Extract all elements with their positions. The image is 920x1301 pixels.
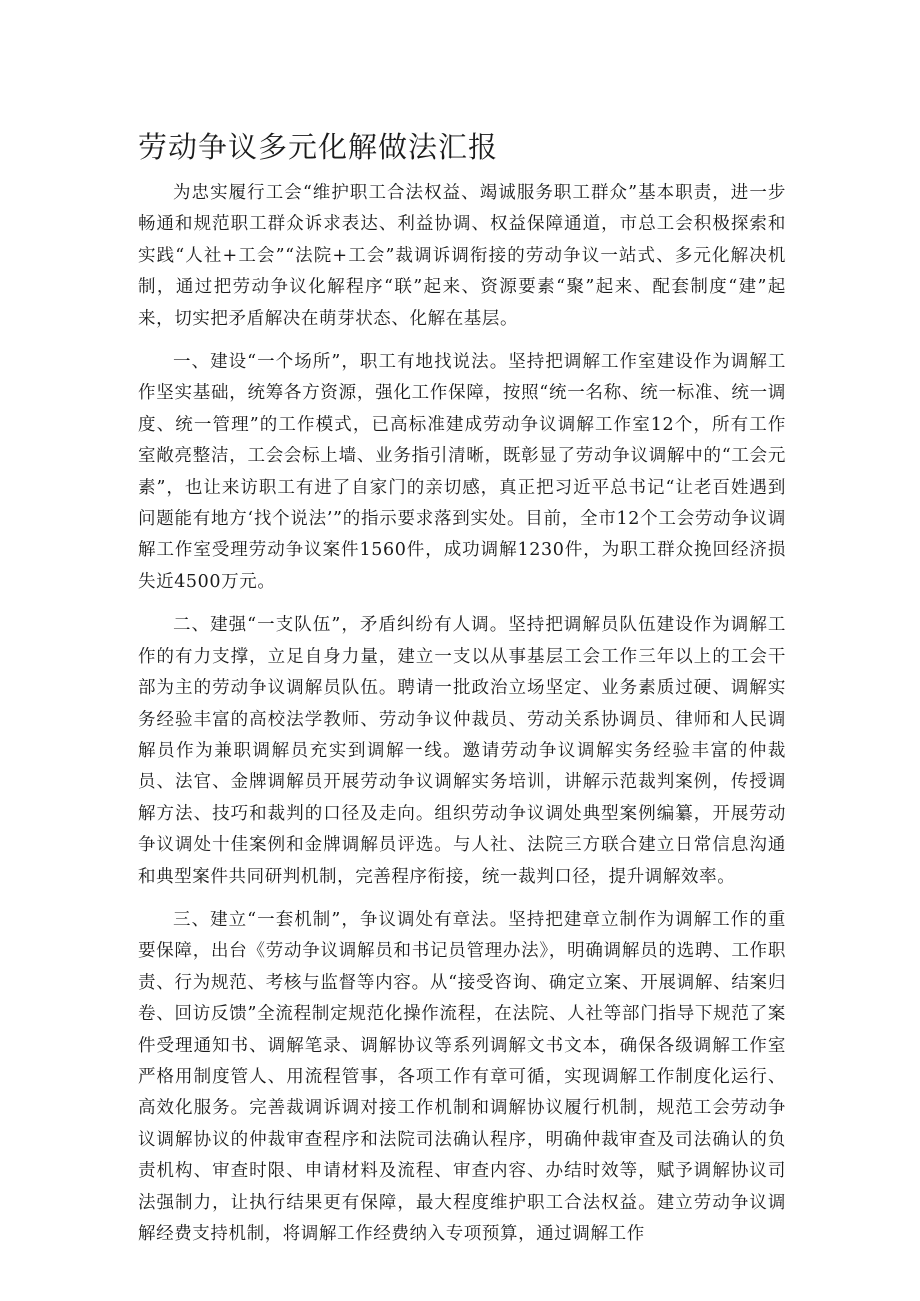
section-one-paragraph: 一、建设“一个场所”，职工有地找说法。坚持把调解工作室建设作为调解工作坚实基础，统筹各方资源，强化工作保障，按照“统一名称、统一标准、统一调度、统一管理”的工作模式，已高标准建成劳动争议调解工作室12个，所有工作室敞亮整洁，工会会标上墙、业务指引清晰，既彰显了劳动争议调解中的“工会元素”，也让来访职工有进了自家门的亲切感，真正把习近平总书记“让老百姓遇到问题能有地方‘找个说法’”的指示要求落到实处。目前，全市12个工会劳动争议调解工作室受理劳动争议案件1560件，成功调解1230件，为职工群众挽回经济损失近4500万元。 [138,352,786,592]
section-three-paragraph: 三、建立“一套机制”，争议调处有章法。坚持把建章立制作为调解工作的重要保障，出台《劳动争议调解员和书记员管理办法》，明确调解员的选聘、工作职责、行为规范、考核与监督等内容。从“接受咨询、确定立案、开展调解、结案归卷、回访反馈”全流程制定规范化操作流程，在法院、人社等部门指导下规范了案件受理通知书、调解笔录、调解协议等系列调解文书文本，确保各级调解工作室严格用制度管人、用流程管事，各项工作有章可循，实现调解工作制度化运行、高效化服务。完善裁调诉调对接工作机制和调解协议履行机制，规范工会劳动争议调解协议的仲裁审查程序和法院司法确认程序，明确仲裁审查及司法确认的负责机构、审查时限、申请材料及流程、审查内容、办结时效等，赋予调解协议司法强制力，让执行结果更有保障，最大程度维护职工合法权益。建立劳动争议调解经费支持机制，将调解工作经费纳入专项预算，通过调解工作 [138,909,786,1244]
section-two-paragraph: 二、建强“一支队伍”，矛盾纠纷有人调。坚持把调解员队伍建设作为调解工作的有力支撑，立足自身力量，建立一支以从事基层工会工作三年以上的工会干部为主的劳动争议调解员队伍。聘请一批政治立场坚定、业务素质过硬、调解实务经验丰富的高校法学教师、劳动争议仲裁员、劳动关系协调员、律师和人民调解员作为兼职调解员充实到调解一线。邀请劳动争议调解实务经验丰富的仲裁员、法官、金牌调解员开展劳动争议调解实务培训，讲解示范裁判案例，传授调解方法、技巧和裁判的口径及走向。组织劳动争议调处典型案例编纂，开展劳动争议调处十佳案例和金牌调解员评选。与人社、法院三方联合建立日常信息沟通和典型案件共同研判机制，完善程序衔接，统一裁判口径，提升调解效率。 [138,615,786,887]
document-title: 劳动争议多元化解做法汇报 [138,130,499,164]
document-body [138,178,786,1262]
intro-paragraph: 为忠实履行工会“维护职工合法权益、竭诚服务职工群众”基本职责，进一步畅通和规范职工群众诉求表达、利益协调、权益保障通道，市总工会积极探索和实践“人社+工会”“法院+工会”裁调诉调衔接的劳动争议一站式、多元化解决机制，通过把劳动争议化解程序“联”起来、资源要素“聚”起来、配套制度“建”起来，切实把矛盾解决在萌芽状态、化解在基层。 [138,183,786,329]
